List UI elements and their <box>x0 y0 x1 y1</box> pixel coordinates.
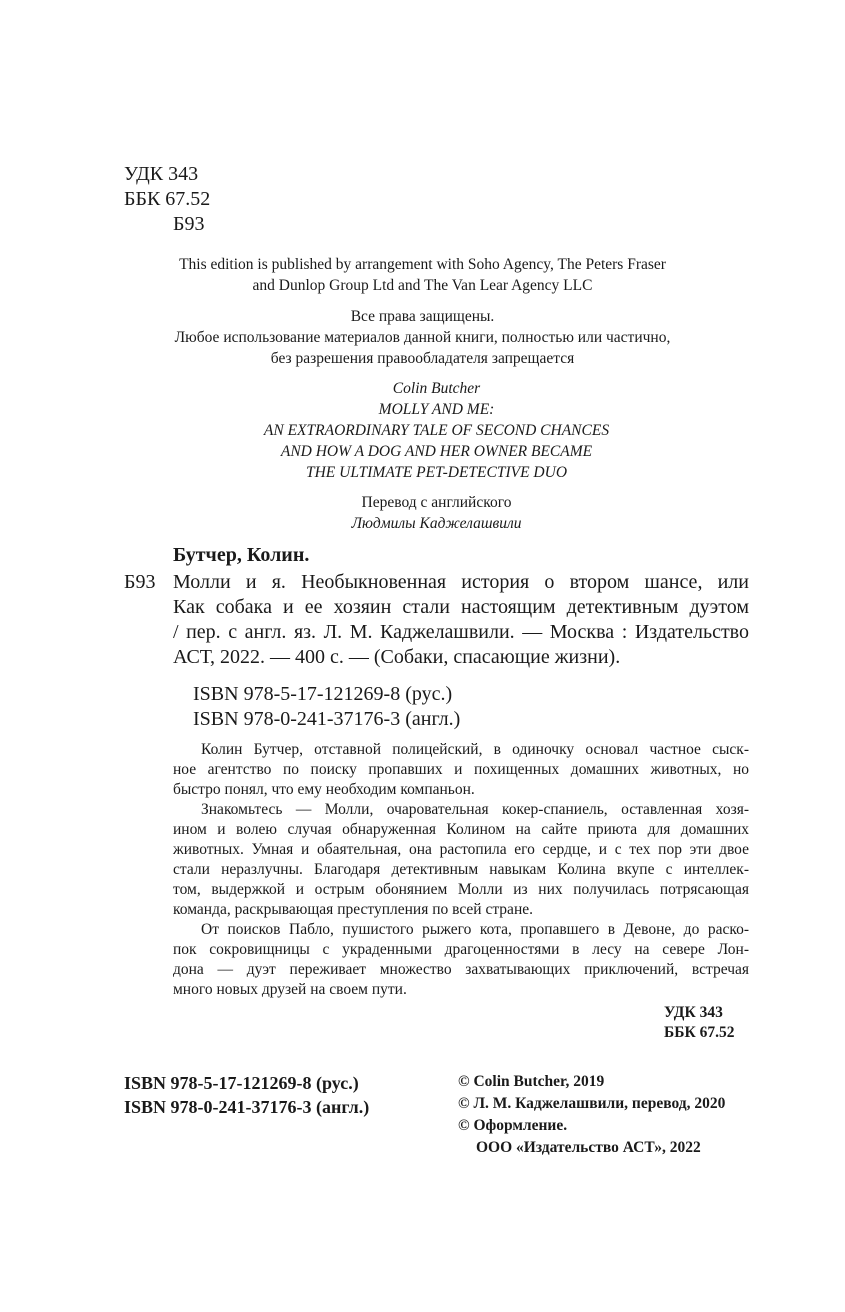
annotation-line: много новых друзей на своем пути. <box>173 981 407 998</box>
annotation-line: команда, раскрывающая преступления по всей стране. <box>173 901 533 918</box>
rights-notice-line: Любое использование материалов данной книги, полностью или частично, <box>174 329 671 346</box>
translator-name: Людмилы Каджелашвили <box>351 515 522 532</box>
original-title-line: MOLLY AND ME: <box>378 401 495 418</box>
author-mark: Б93 <box>173 213 205 235</box>
original-title-line: AND HOW A DOG AND HER OWNER BECAME <box>280 443 593 460</box>
annotation-line: стали неразлучны. Благодаря детективным навыкам Колина вкупе с интеллек- <box>173 861 749 878</box>
bbk-code: ББК 67.52 <box>124 188 211 210</box>
publication-notice-line: This edition is published by arrangement with Soho Agency, The Peters Fraser <box>179 256 666 273</box>
description-line: / пер. с англ. яз. Л. М. Каджелашвили. — Москва : Издательство <box>173 621 749 643</box>
annotation-line: ином и волею случая обнаруженная Колином на сайте приюта для домашних <box>173 821 749 838</box>
annotation-line: Знакомьтесь — Молли, очаровательная кокер-спаниель, оставленная хозя- <box>201 801 749 818</box>
original-author: Colin Butcher <box>392 380 481 397</box>
copyright-line: © Л. М. Каджелашвили, перевод, 2020 <box>458 1095 726 1112</box>
rights-notice-line: без разрешения правообладателя запрещается <box>270 350 575 367</box>
isbn-line: ISBN 978-0-241-37176-3 (англ.) <box>193 708 461 730</box>
bibliographic-isbn <box>193 682 460 732</box>
annotation-line: быстро понял, что ему необходим компаньон. <box>173 781 475 798</box>
annotation-line: От поисков Пабло, пушистого рыжего кота, пропавшего в Девоне, до раско- <box>201 921 749 938</box>
publication-notice <box>100 254 745 296</box>
copyright-line: © Оформление. <box>458 1117 568 1134</box>
bibliographic-mark: Б93 <box>124 571 156 593</box>
translation-label: Перевод с английского <box>361 494 512 511</box>
annotation <box>173 740 749 1000</box>
translation-block <box>100 492 773 534</box>
original-title-block <box>100 378 773 483</box>
annotation-line: том, выдержкой и острым обонянием Молли из них получилась потрясающая <box>173 881 749 898</box>
annotation-line: ное агентство по поиску пропавших и похищенных домашних животных, но <box>173 761 749 778</box>
copyright-line: © Colin Butcher, 2019 <box>458 1073 605 1090</box>
annotation-line: дона — дуэт переживает множество захватывающих приключений, встречая <box>173 961 749 978</box>
rights-notice <box>100 306 745 369</box>
annotation-udk: УДК 343 <box>664 1004 723 1021</box>
annotation-line: пок сокровищницы с украденными драгоценностями в лесу на севере Лон- <box>173 941 749 958</box>
annotation-bbk: ББК 67.52 <box>664 1024 735 1041</box>
bibliographic-description <box>173 570 749 670</box>
description-line: АСТ, 2022. — 400 с. — (Собаки, спасающие жизни). <box>173 646 621 668</box>
footer-isbn-line: ISBN 978-0-241-37176-3 (англ.) <box>124 1097 370 1117</box>
original-title-line: THE ULTIMATE PET-DETECTIVE DUO <box>305 464 568 481</box>
isbn-line: ISBN 978-5-17-121269-8 (рус.) <box>193 683 453 705</box>
copyright-line: ООО «Издательство АСТ», 2022 <box>476 1139 701 1156</box>
annotation-classification <box>664 1003 734 1043</box>
description-line: Молли и я. Необыкновенная история о втором шансе, или <box>173 571 749 593</box>
footer-isbn <box>124 1071 369 1119</box>
author-heading: Бутчер, Колин. <box>173 544 310 566</box>
footer-copyright <box>458 1071 725 1159</box>
description-line: Как собака и ее хозяин стали настоящим детективным дуэтом <box>173 596 749 618</box>
annotation-line: Колин Бутчер, отставной полицейский, в одиночку основал частное сыск- <box>201 741 749 758</box>
annotation-line: животных. Умная и обаятельная, она растопила его сердце, и с тех пор эти двое <box>173 841 749 858</box>
udk-code: УДК 343 <box>124 163 199 185</box>
publication-notice-line: and Dunlop Group Ltd and The Van Lear Agency LLC <box>252 277 593 294</box>
footer-isbn-line: ISBN 978-5-17-121269-8 (рус.) <box>124 1073 359 1093</box>
original-title-line: AN EXTRAORDINARY TALE OF SECOND CHANCES <box>263 422 610 439</box>
rights-notice-line: Все права защищены. <box>350 308 495 325</box>
